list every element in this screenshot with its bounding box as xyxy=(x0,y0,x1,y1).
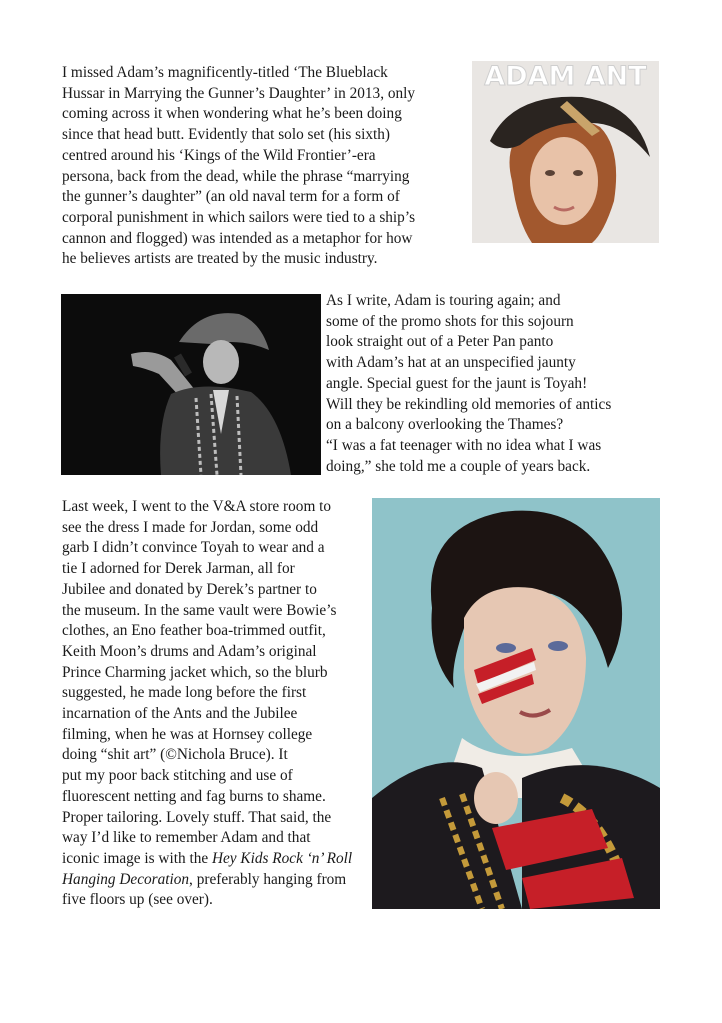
paragraph-museum-text: Last week, I went to the V&A store room to see the dress I made for Jordan, some odd garb I didn’t convince Toyah to wear and a tie I adorned for Derek Jarman, all for Jubilee and donated by Derek’s partner to the museum. In the same vault were Bowie’s clothes, an Eno feather boa-trimmed outfit, Keith Moon’s drums and Adam’s original Prince Charming jacket which, so the blurb suggested, he made long before the first incarnation of the Ants and the Jubilee filming, when he was at Hornsey college doing “shit art” (©Nichola Bruce). It put my poor back stitching and use of fluorescent netting and fag burns to shame. Proper tailoring. Lovely stuff. That said, the way I’d like to remember Adam and that iconic image is with the xyxy=(62,498,337,867)
paragraph-touring: As I write, Adam is touring again; and some of the promo shots for this sojourn look straight out of a Peter Pan panto with Adam’s hat at an unspecified jaunty angle. Special guest for the jaunt is Toyah! Will they be rekindling old memories of antics on a balcony overlooking the Thames? “I was a fat teenager with no idea what I was doing,” she told me a couple of years back. xyxy=(326,292,612,475)
paragraph-museum-end: , preferably hanging from five floors up (see over). xyxy=(62,870,347,909)
album-logo: ADAM ANT xyxy=(484,61,647,92)
paragraph-intro: I missed Adam’s magnificently-titled ‘The Blueblack Hussar in Marrying the Gunner’s Daughter’ in 2013, only coming across it when wondering what he’s been doing since that head butt. Evidently that solo set (his sixth) centred around his ‘Kings of the Wild Frontier’-era persona, back from the dead, while the phrase “marrying the gunner’s daughter” (an old naval term for a form of corporal punishment in which sailors were tied to a ship’s cannon and flogged) was intended as a metaphor for how he believes artists are treated by the music industry. xyxy=(62,64,416,268)
stage-photo-image xyxy=(61,294,321,475)
paragraph-museum xyxy=(62,497,374,911)
decoration-title: Hey Kids Rock ‘n’ Roll Hanging Decoration xyxy=(62,849,353,888)
portrait-photo-image xyxy=(372,498,660,909)
album-cover-image xyxy=(472,61,659,243)
